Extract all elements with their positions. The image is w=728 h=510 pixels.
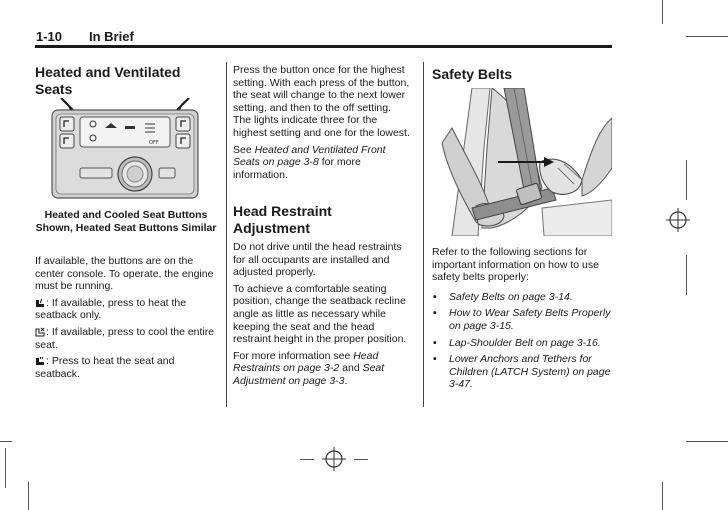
- page-number: 1-10: [36, 29, 63, 44]
- section-heading-heated-seats: Heated and Ventilated Seats: [35, 64, 181, 97]
- item-heated-seatback: : If available, press to heat the seatback only.: [35, 296, 187, 322]
- crop-mark: [0, 441, 12, 442]
- header-rule: [35, 45, 612, 48]
- crop-mark: [686, 255, 687, 295]
- section-heading-head-restraint: Head Restraint Adjustment: [233, 203, 332, 236]
- section-title: In Brief: [89, 29, 134, 44]
- col2-bottom: [233, 241, 413, 392]
- column-divider: [226, 62, 227, 407]
- cooled-seat-icon: [35, 327, 45, 337]
- seat-buttons-intro: If available, the buttons are on the center console. To operate, the engine must be running.: [35, 255, 214, 293]
- figure-caption: Heated and Cooled Seat Buttons Shown, Heated Seat Buttons Similar: [35, 209, 217, 234]
- list-item[interactable]: • Lap-Shoulder Belt on page 3‑16.: [433, 336, 601, 349]
- seat-buttons-figure: [35, 98, 213, 202]
- cross-reference-seat-adjustment[interactable]: Seat Adjustment on page 3‑3: [233, 362, 385, 387]
- crop-mark: [686, 441, 728, 442]
- col1-body: [35, 255, 217, 384]
- see-more-paragraph: See Heated and Ventilated Front Seats on page 3‑8 for more information.: [233, 143, 386, 181]
- crop-mark: [5, 448, 6, 488]
- svg-text:OFF: OFF: [149, 140, 159, 146]
- safety-belt-reference-list: [432, 291, 614, 391]
- head-restraint-warning: Do not drive until the head restraints for all occupants are installed and adjusted properly.: [233, 241, 402, 279]
- head-restraint-more-info: For more information see Head Restraints on page 3‑2 and Seat Adjustment on page 3‑3.: [233, 349, 385, 387]
- crop-mark: [28, 482, 29, 510]
- list-item[interactable]: • Lower Anchors and Tethers for Children (LATCH System) on page 3‑47.: [433, 353, 611, 391]
- heated-seat-icon: [35, 298, 45, 308]
- seat-setting-paragraph: Press the button once for the highest setting. With each press of the button, the seat will change to the next lower setting, and then to the off setting. The lights indicate three for the highest setting and one for the lowest.: [233, 64, 410, 139]
- list-item[interactable]: • Safety Belts on page 3‑14.: [433, 290, 573, 303]
- col2-top: [233, 64, 411, 185]
- crop-mark: [686, 160, 687, 200]
- col3-body: [432, 246, 614, 395]
- registration-mark: [322, 447, 346, 471]
- cross-reference-heated-seats[interactable]: Heated and Ventilated Front Seats on page 3‑8: [233, 143, 386, 169]
- crop-mark: [300, 459, 314, 460]
- registration-mark: [666, 208, 690, 232]
- heated-seat-full-icon: [35, 356, 45, 366]
- crop-mark: [662, 482, 663, 510]
- crop-mark: [662, 0, 663, 24]
- item-heated-seat-full: : Press to heat the seat and seatback.: [35, 355, 175, 380]
- safety-belt-illustration: [432, 88, 612, 236]
- seating-position-paragraph: To achieve a comfortable seating position, change the seatback recline angle as little as necessary while keeping the seat and the head restraint height in the proper position.: [233, 282, 407, 346]
- column-divider: [423, 62, 424, 407]
- item-cooled-seat: : If available, press to cool the entire seat.: [35, 325, 215, 351]
- crop-mark: [354, 459, 368, 460]
- section-heading-safety-belts: Safety Belts: [432, 66, 513, 82]
- crop-mark: [686, 36, 728, 37]
- list-item[interactable]: • How to Wear Safety Belts Properly on page 3‑15.: [433, 307, 611, 332]
- safety-belts-intro: Refer to the following sections for important information on how to use safety belts properly:: [432, 246, 599, 284]
- cross-reference-head-restraints[interactable]: Head Restraints on page 3‑2: [233, 349, 379, 375]
